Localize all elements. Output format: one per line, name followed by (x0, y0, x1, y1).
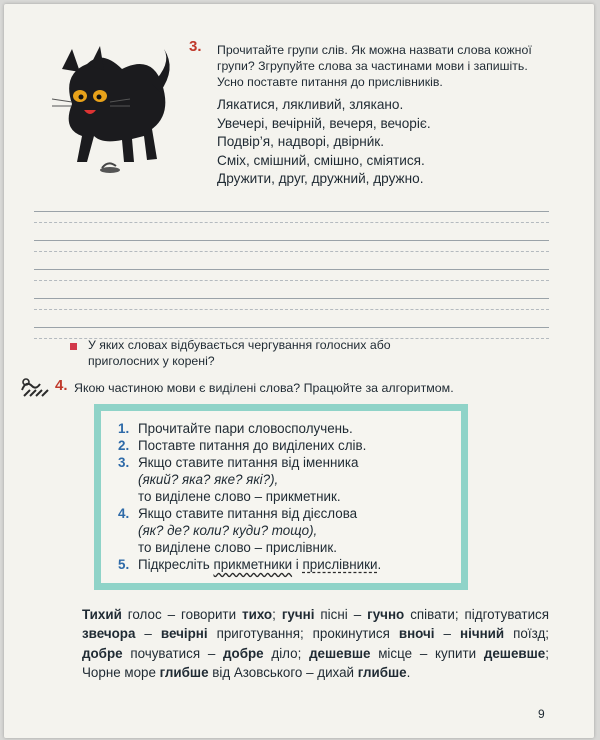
task-4-instruction: Якою частиною мови є виділені слова? Працюйте за алгоритмом. (74, 381, 454, 395)
textbook-page (4, 4, 594, 738)
algorithm-steps (118, 420, 458, 573)
dashed-underlined-word: прислівники (302, 557, 378, 572)
highlighted-word: Тихий (82, 607, 122, 622)
paragraph-text: діло; (263, 645, 310, 661)
paragraph-text: поїзд; (504, 626, 549, 642)
word-group: Увечері, вечірній, вечеря, вечоріє. (217, 115, 431, 131)
highlighted-word: гучно (367, 607, 405, 622)
highlighted-word: добре (223, 645, 264, 661)
paragraph-text: від Азовського – дихай (208, 664, 358, 680)
algorithm-step: 3. Якщо ставите питання від іменника (який? яка? яке? які?), то виділене слово – прикметник. (118, 455, 359, 504)
writing-line (34, 281, 549, 299)
highlighted-word: вечірні (160, 626, 208, 642)
algorithm-step: 1. Прочитайте пари словосполучень. (118, 421, 353, 436)
paragraph-text: – (434, 626, 461, 642)
paragraph-text: місце – купити (370, 645, 484, 661)
paragraph-text: співати; підготуватися (404, 607, 549, 622)
highlighted-word: добре (82, 645, 123, 661)
highlighted-word: тихо (242, 607, 273, 622)
paragraph-text: приготування; прокинутися (207, 626, 399, 642)
paragraph-text: пісні – (314, 607, 368, 622)
paragraph-text: – (135, 626, 161, 642)
writing-line-dotted (34, 212, 549, 223)
paragraph-text: почуватися – (122, 645, 224, 661)
word-group: Сміх, смішний, смішно, сміятися. (217, 152, 425, 168)
paragraph-text: ; (272, 607, 282, 622)
writing-line (34, 194, 549, 212)
task-3-instruction: Прочитайте групи слів. Як можна назвати слова кожної групи? Згрупуйте слова за частинами мови і запишіть. Усно поставте питання до прислівників. (217, 43, 532, 89)
paragraph-text: голос – говорити (121, 607, 243, 622)
writing-line (34, 252, 549, 270)
writing-lines (34, 194, 549, 339)
black-cat-illustration (32, 44, 182, 184)
highlighted-word: нічний (460, 626, 505, 642)
writing-line-dotted (34, 299, 549, 310)
writing-line-dotted (34, 241, 549, 252)
highlighted-word: глибше (357, 664, 407, 680)
word-groups (217, 96, 547, 189)
paragraph-text: ; Чорне море (82, 645, 549, 680)
page-number: 9 (538, 707, 545, 721)
writing-line-dotted (34, 270, 549, 281)
wavy-underlined-word: прикметники (213, 557, 293, 572)
word-group: Подвір’я, надворі, двірни́к. (217, 134, 385, 150)
highlighted-word: звечора (82, 626, 136, 642)
highlighted-word: дешевше (483, 645, 546, 661)
writing-line (34, 223, 549, 241)
bullet-marker-icon (70, 343, 77, 350)
task-4-number: 4. (55, 377, 68, 394)
highlighted-word: гучні (281, 607, 315, 622)
algorithm-step: 2. Поставте питання до виділених слів. (118, 438, 367, 453)
algorithm-step: 4. Якщо ставите питання від дієслова (як? де? коли? куди? тощо), то виділене слово – прислівник. (118, 506, 358, 555)
highlighted-word: глибше (159, 664, 209, 680)
example-paragraph (82, 605, 549, 682)
writing-line (34, 310, 549, 328)
word-group: Дружити, друг, дружний, дружно. (217, 171, 424, 187)
word-group: Лякатися, лякливий, злякано. (217, 97, 404, 112)
task-3-number: 3. (189, 38, 202, 55)
algorithm-icon (18, 376, 52, 400)
bullet-question: У яких словах відбувається чергування голосних або приголосних у корені? (88, 338, 391, 368)
highlighted-word: дешевше (309, 645, 371, 661)
highlighted-word: вночі (398, 626, 435, 642)
algorithm-step: 5. Підкресліть прикметники і прислівники. (118, 557, 382, 572)
paragraph-text: . (406, 664, 411, 680)
